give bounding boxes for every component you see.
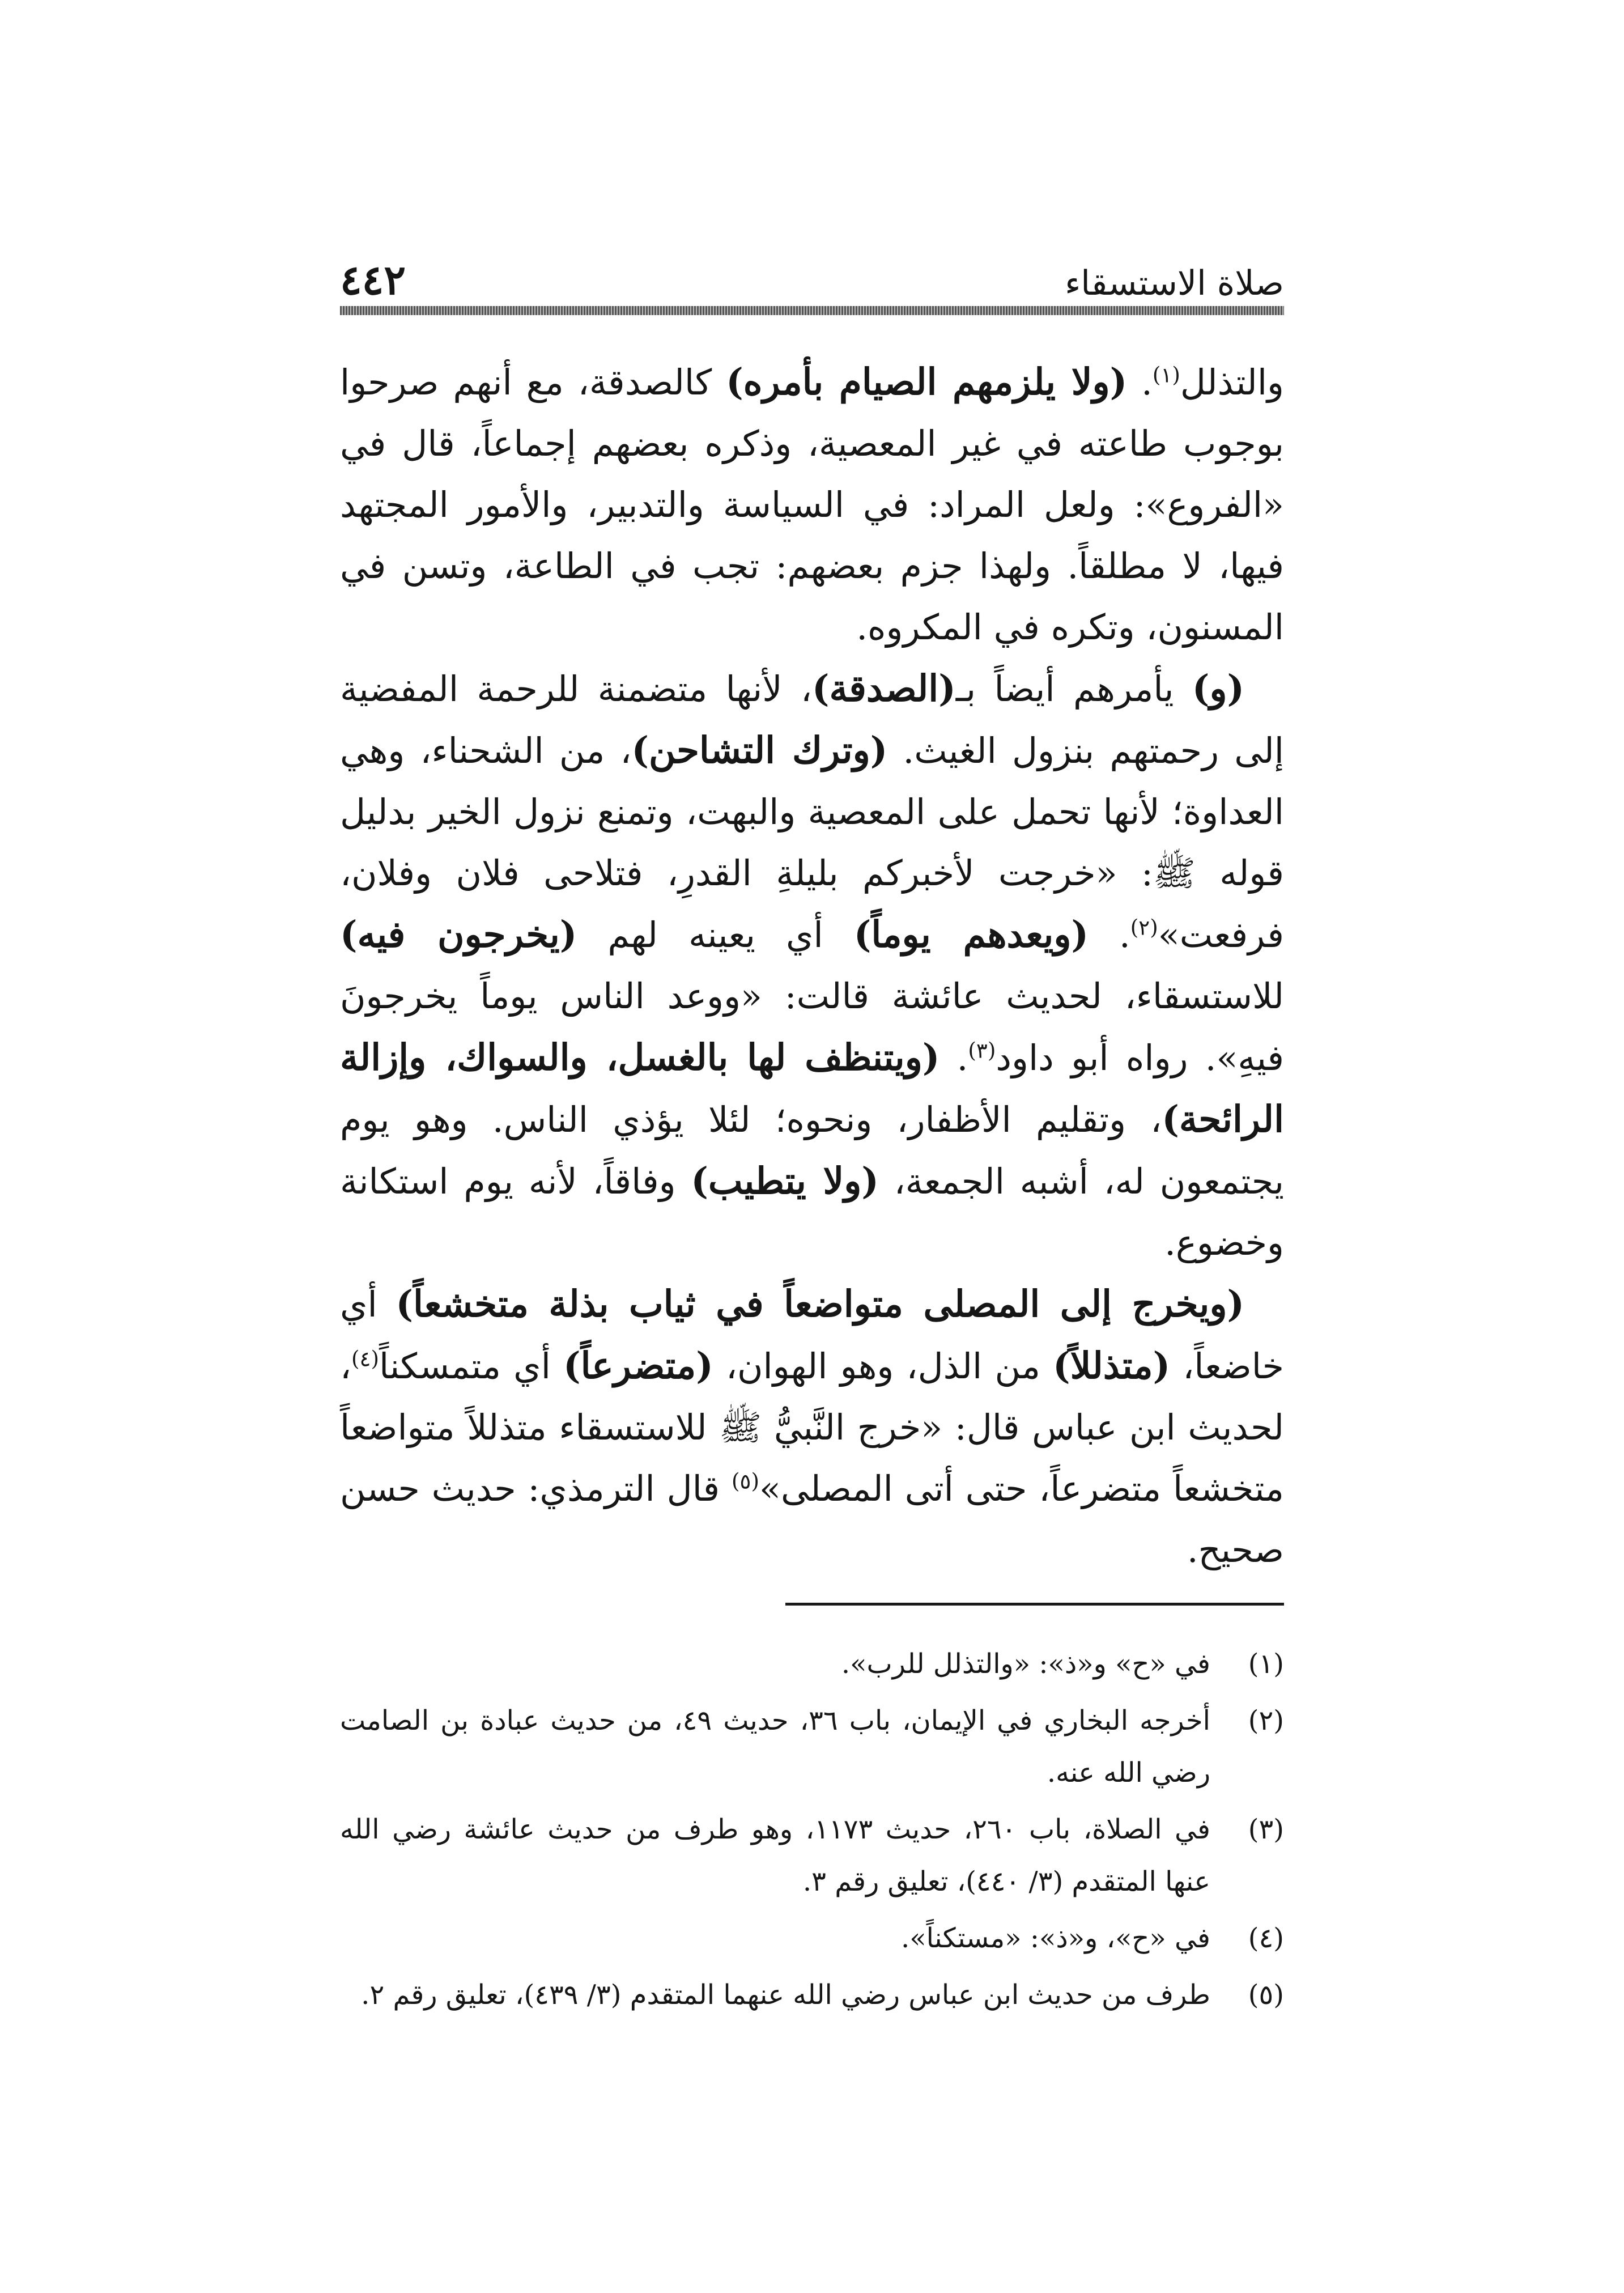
footnote-marker: ( $^٥$ ) [732,1468,759,1493]
footnote [340,1803,1284,1908]
running-title: صلاة الاستسقاء [1065,264,1284,303]
footnote [340,1969,1284,2021]
text-run: . [1127,362,1153,403]
footnote [340,1695,1284,1799]
text-run: . [1089,914,1130,956]
matn-phrase: (متضرعاً) [563,1344,713,1387]
text-run: والتذلل [1180,362,1284,403]
matn-phrase: (ويخرج إلى المصلى متواضعاً في ثياب بذلة متخشعاً) [396,1283,1244,1326]
header-rule [340,306,1284,315]
text-run: كالصدقة، مع أنهم صرحوا بوجوب طاعته في غير المعصية، وذكره بعضهم إجماعاً، قال في «الفروع»: ولعل المراد: في السياسة والتدبير، والأمور المجتهد فيها، لا مطلقاً. ولهذا جزم بعضهم: تجب في الطاعة، وتسن في المسنون، وتكره في المكروه. [340,362,1284,648]
matn-phrase: (الصدقة) [812,667,956,710]
matn-phrase: (متذللاً) [1053,1344,1171,1387]
footnote-number: ( ٣ ) [1210,1803,1284,1908]
text-run: ، وتقليم الأظفار، ونحوه؛ لئلا يؤذي الناس. وهو يوم يجتمعون له، أشبه الجمعة، [340,1099,1284,1202]
footnotes [340,1638,1284,2069]
footnote-marker: ( $^٤$ ) [351,1346,379,1371]
text-run: من الذل، وهو الهوان، [713,1345,1053,1387]
matn-phrase: (وترك التشاحن) [631,729,888,772]
text-run: للاستسقاء، لحديث عائشة قالت: «ووعد الناس يوماً يخرجونَ فيهِ». رواه أبو داود [340,975,1285,1078]
footnote [340,1638,1284,1690]
main-text [340,351,1285,1570]
text-run: ، لأنها متضمنة للرحمة المفضية إلى رحمتهم بنزول الغيث. [340,668,1284,771]
footnote-marker: ( $^١$ ) [1153,362,1180,387]
paragraph [340,1273,1284,1581]
footnote-text: في «ح» و«ذ»: «والتذلل للرب». [841,1648,1210,1680]
matn-phrase: (ويتنظف لها بالغسل، والسواك، وإزالة الرائحة) [340,1036,1284,1141]
footnote-text: طرف من حديث ابن عباس رضي الله عنهما المتقدم (٣/ ٤٣٩)، تعليق رقم ٢. [361,1979,1210,2011]
text-run: . [939,1037,968,1078]
matn-phrase: (ولا يلزمهم الصيام بأمره) [726,360,1128,404]
matn-phrase: (و) [1192,667,1244,710]
matn-phrase: (يخرجون فيه) [340,913,577,956]
footnote [340,1912,1284,1964]
footnote-text: أخرجه البخاري في الإيمان، باب ٣٦، حديث ٤٩، من حديث عبادة بن الصامت رضي الله عنه. [340,1705,1210,1789]
paragraph [340,351,1284,658]
running-header [340,232,1284,304]
footnote-number: ( ١ ) [1210,1638,1284,1690]
paragraph [340,658,1284,1273]
footnote-number: ( ٥ ) [1210,1969,1284,2021]
text-run: أي متمسكناً [379,1345,564,1387]
footnote-separator [785,1603,1284,1606]
text-run: أي خاضعاً، [340,1284,1284,1387]
footnote-number: ( ٢ ) [1210,1695,1284,1799]
text-run: أي يعينه لهم [577,914,854,956]
matn-phrase: (ويعدهم يوماً) [853,913,1089,956]
footnote-text: في «ح»، و«ذ»: «مستكناً». [900,1922,1210,1954]
text-run: ، لحديث ابن عباس قال: «خرج النَّبيُّ ﷺ للاستسقاء متذللاً متواضعاً متخشعاً متضرعاً، حتى أتى المصلى» [340,1345,1284,1509]
footnote-number: ( ٤ ) [1210,1912,1284,1964]
page-number: ٤٤٢ [340,256,406,304]
text-run: ، من الشحناء، وهي العداوة؛ لأنها تحمل على المعصية والبهت، وتمنع نزول الخير بدليل قوله ﷺ: «خرجت لأخبركم بليلةِ القدرِ، فتلاحى فلان وفلان، فرفعت» [340,730,1285,956]
matn-phrase: (ولا يتطيب) [691,1160,879,1203]
footnote-marker: ( $^٣$ ) [968,1038,996,1063]
text-run: وفاقاً، لأنه يوم استكانة وخضوع. [340,1161,1284,1263]
text-run: يأمرهم أيضاً بـ [955,668,1192,710]
text-run: قال الترمذي: حديث حسن صحيح. [340,1468,1284,1570]
footnote-marker: ( $^٢$ ) [1130,915,1158,940]
footnote-text: في الصلاة، باب ٢٦٠، حديث ١١٧٣، وهو طرف من حديث عائشة رضي الله عنها المتقدم (٣/ ٤٤٠)، تعليق رقم ٣. [340,1814,1210,1897]
